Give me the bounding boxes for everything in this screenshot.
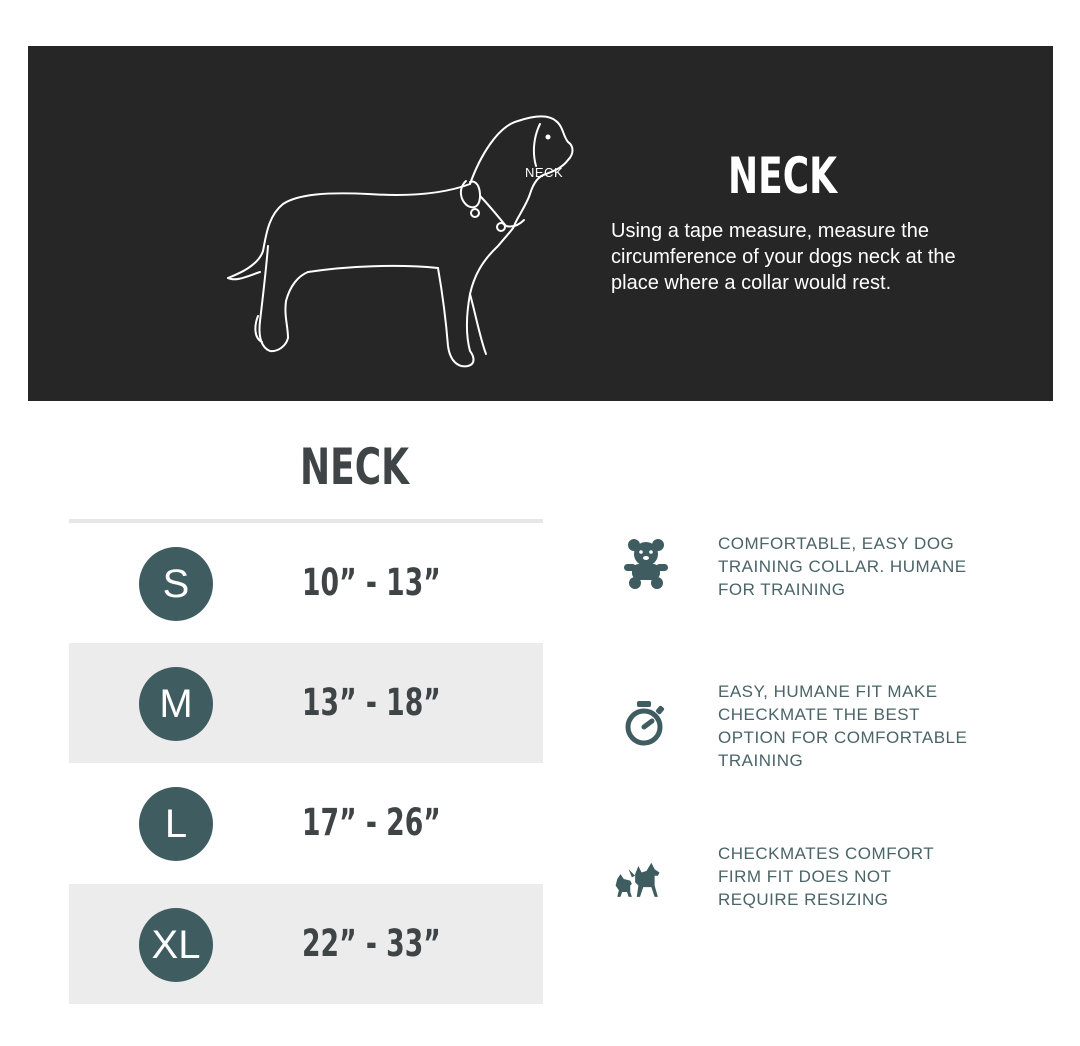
size-range: 17” - 26” — [302, 801, 441, 844]
size-badge: L — [139, 787, 213, 861]
size-badge: S — [139, 547, 213, 621]
size-range: 10” - 13” — [302, 561, 441, 604]
neck-callout-label: NECK — [525, 165, 564, 180]
size-range: 22” - 33” — [302, 922, 441, 965]
size-row-s — [69, 523, 543, 643]
feature-text: EASY, HUMANE FIT MAKE CHECKMATE THE BEST OPTION FOR COMFORTABLE TRAINING — [718, 682, 968, 770]
banner-title: NECK — [728, 147, 838, 205]
feature-text: CHECKMATES COMFORT FIRM FIT DOES NOT REQUIRE RESIZING — [718, 844, 934, 909]
banner-description: Using a tape measure, measure the circumference of your dogs neck at the place where a collar would rest. — [611, 220, 956, 294]
size-badge: XL — [139, 908, 213, 982]
size-badge: M — [139, 667, 213, 741]
dog-outline-illustration — [218, 76, 598, 376]
dogs-icon — [614, 853, 666, 905]
size-chart-title: NECK — [300, 438, 410, 496]
feature-text: COMFORTABLE, EASY DOG TRAINING COLLAR. HUMANE FOR TRAINING — [718, 534, 967, 599]
teddy-bear-icon — [620, 537, 672, 589]
size-row-xl — [69, 884, 543, 1004]
size-range: 13” - 18” — [302, 681, 441, 724]
measurement-banner — [28, 46, 1053, 401]
size-row-m — [69, 643, 543, 763]
size-row-l — [69, 763, 543, 883]
stopwatch-icon — [620, 697, 672, 749]
